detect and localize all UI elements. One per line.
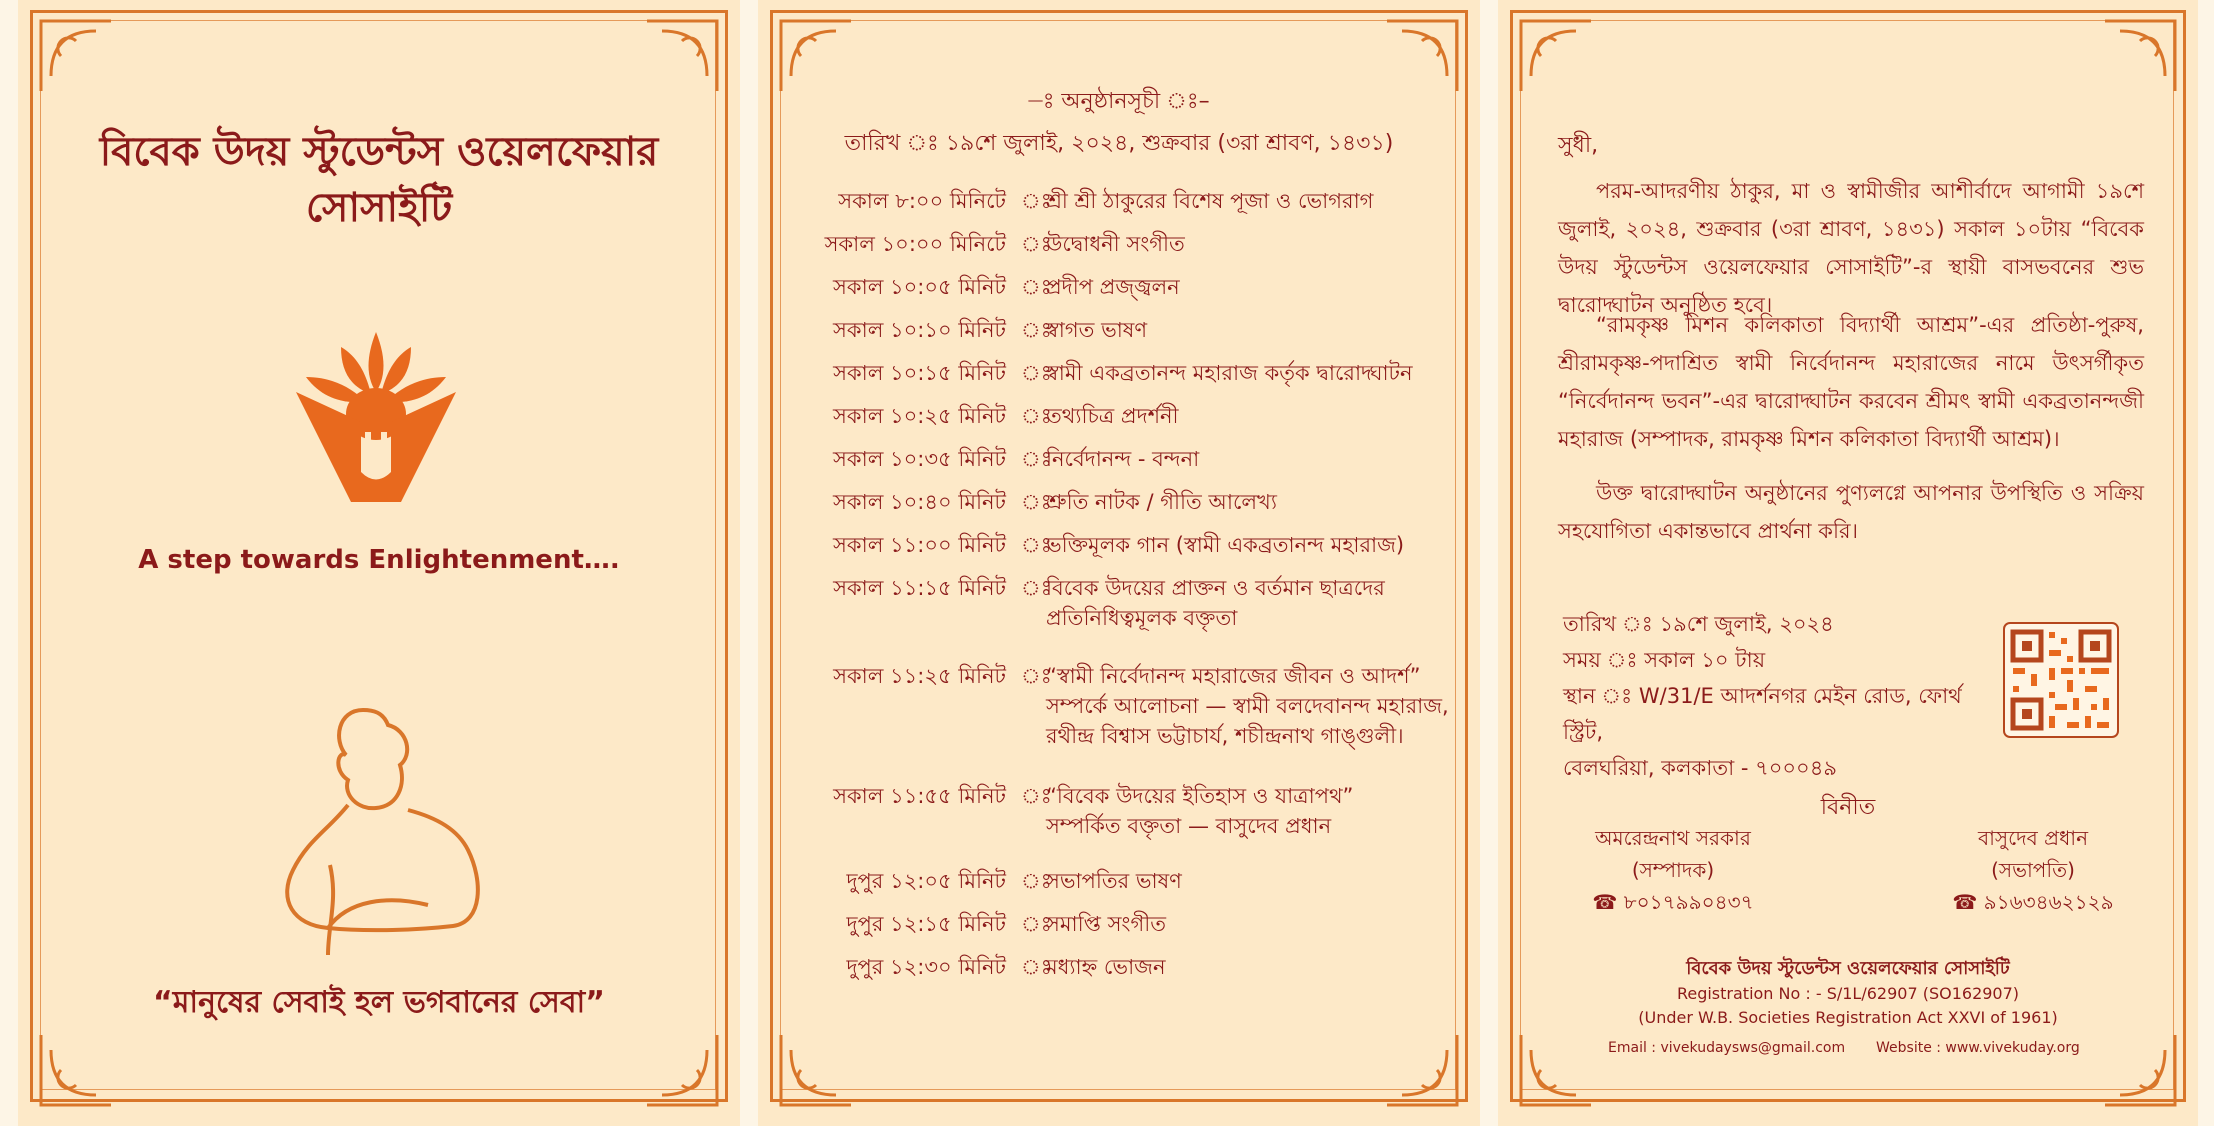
event-time: সময় ঃ সকাল ১০ টায় xyxy=(1563,648,1766,672)
society-title-line1: বিবেক উদয় স্টুডেন্টস ওয়েলফেয়ার xyxy=(99,129,659,175)
website-link[interactable]: Website : www.vivekuday.org xyxy=(1876,1040,2080,1056)
schedule-row: সকাল ১১:৫৫ মিনিট ঃ “বিবেক উদয়ের ইতিহাস ও যাত্রাপথ” সম্পর্কিত বক্তৃতা — বাসুদেব প্রধান xyxy=(833,784,1354,838)
invitation-paragraph-3: উক্ত দ্বারোদ্ঘাটন অনুষ্ঠানের পুণ্যলগ্নে আপনার উপস্থিতি ও সক্রিয় সহযোগিতা একান্তভাবে প্রার্থনা করি। xyxy=(1558,481,2144,543)
schedule-date: তারিখ ঃ ১৯শে জুলাই, ২০২৪, শুক্রবার (৩রা শ্রাবণ, ১৪৩১) xyxy=(844,131,1394,156)
footer-org-name: বিবেক উদয় স্টুডেন্টস ওয়েলফেয়ার সোসাইটি xyxy=(1686,958,2010,979)
schedule-row: সকাল ১১:২৫ মিনিট ঃ “স্বামী নির্বেদানন্দ মহারাজের জীবন ও আদর্শ” সম্পর্কে আলোচনা — স্বামী বলদেবানন্দ মহারাজ, রথীন্দ্র বিশ্বাস ভট্টাচার্য, শচীন্দ্রনাথ গাঙ্গুলী। xyxy=(833,664,1449,748)
phone-president: ☎ ৯১৬৩৪৬২১২৯ xyxy=(1952,890,2114,914)
signatory-secretary: অমরেন্দ্রনাথ সরকার (সম্পাদক) ☎ ৮০১৭৯৯০৪৩৭ xyxy=(1558,822,1788,918)
corner-ornament-icon xyxy=(2100,1030,2180,1110)
vinito-label: বিনীত xyxy=(1820,795,1876,820)
corner-ornament-icon xyxy=(776,1030,856,1110)
signatory-president: বাসুদেব প্রধান (সভাপতি) ☎ ৯১৬৩৪৬২১২৯ xyxy=(1918,822,2148,918)
invitation-paragraph-2: “রামকৃষ্ণ মিশন কলিকাতা বিদ্যার্থী আশ্রম”-এর প্রতিষ্ঠা-পুরুষ, শ্রীরামকৃষ্ণ-পদাশ্রিত স্বামী নির্বেদানন্দ মহারাজের নামে উৎসর্গীকৃত “নির্বেদানন্দ ভবন”-এর দ্বারোদ্ঘাটন করবেন শ্রীমৎ স্বামী একব্রতানন্দজী মহারাজ (সম্পাদক, রামকৃষ্ণ মিশন কলিকাতা বিদ্যার্থী আশ্রম)। xyxy=(1558,313,2144,451)
schedule-row: সকাল ১১:১৫ মিনিট ঃ বিবেক উদয়ের প্রাক্তন ও বর্তমান ছাত্রদের প্রতিনিধিত্বমূলক বক্তৃতা xyxy=(833,576,1385,630)
event-place-line1: স্থান ঃ W/31/E আদর্শনগর মেইন রোড, ফোর্থ স্ট্রিট, xyxy=(1563,684,1962,744)
schedule-heading: –ঃ অনুষ্ঠানসূচী ঃ– xyxy=(1028,89,1210,114)
corner-ornament-icon xyxy=(1516,1030,1596,1110)
corner-ornament-icon xyxy=(1516,16,1596,96)
corner-ornament-icon xyxy=(1382,1030,1462,1110)
registration-act: (Under W.B. Societies Registration Act XXVI of 1961) xyxy=(1638,1008,2058,1027)
qr-code-icon xyxy=(2003,622,2119,738)
quote: “মানুষের সেবাই হল ভগবানের সেবা” xyxy=(153,985,605,1020)
invitation-panel xyxy=(1498,0,2198,1126)
email-link[interactable]: Email : vivekudaysws@gmail.com xyxy=(1608,1040,1846,1056)
cover-panel xyxy=(18,0,740,1126)
event-date: তারিখ ঃ ১৯শে জুলাই, ২০২৪ xyxy=(1563,612,1834,636)
invitation-paragraph-1: পরম-আদরণীয় ঠাকুর, মা ও স্বামীজীর আশীর্বাদে আগামী ১৯শে জুলাই, ২০২৪, শুক্রবার (৩রা শ্রাবণ, ১৪৩১) সকাল ১০টায় “বিবেক উদয় স্টুডেন্টস ওয়েলফেয়ার সোসাইটি”-র স্থায়ী বাসভবনের শুভ দ্বারোদ্ঘাটন অনুষ্ঠিত হবে। xyxy=(1558,179,2144,317)
society-title-line2: সোসাইটি xyxy=(305,185,453,231)
tagline: A step towards Enlightenment…. xyxy=(138,545,620,575)
event-info xyxy=(1563,606,2003,786)
phone-secretary: ☎ ৮০১৭৯৯০৪৩৭ xyxy=(1592,890,1754,914)
corner-ornament-icon xyxy=(36,16,116,96)
schedule-list: সকাল ৮:০০ মিনিটে ঃ শ্রী শ্রী ঠাকুরের বিশেষ পূজা ও ভোগরাগ সকাল ১০:০০ মিনিটে ঃ উদ্বোধনী সংগীত সকাল ১০:০৫ মিনিট ঃ প্রদীপ প্রজ্জ্বলন সকাল ১০:১০ মিনিট ঃ স্বাগত ভাষণ সকাল ১০:১৫ মিনিট ঃ স্বামী একব্রতানন্দ মহারাজ কর্তৃক দ্বারোদ্ঘাটন সকাল ১০:২৫ মিনিট ঃ তথ্যচিত্র প্রদর্শনী সকাল ১০:৩৫ মিনিট ঃ নির্বেদানন্দ - বন্দনা সকাল ১০:৪০ মিনিট ঃ শ্রুতি নাটক / গীতি আলেখ্য সকাল ১১:০০ মিনিট ঃ ভক্তিমূলক গান (স্বামী একব্রতানন্দ মহারাজ) সকাল ১১:১৫ মিনিট ঃ বিবেক উদয়ের প্রাক্তন ও বর্তমান ছাত্রদের প্রতিনিধিত্বমূলক বক্তৃতা সকাল ১১:২৫ মিনিট ঃ “স্বামী নির্বেদানন্দ মহারাজের জীবন ও আদর্শ” সম্পর্কে আলোচনা — স্বামী বলদেবানন্দ মহারাজ, রথীন্দ্র বিশ্বাস ভট্টাচার্য, শচীন্দ্রনাথ গাঙ্গুলী। সকাল ১১:৫৫ মিনিট ঃ “বিবেক উদয়ের ইতিহাস ও যাত্রাপথ” সম্পর্কিত বক্তৃতা — বাসুদেব প্রধান দুপুর ১২:০৫ মিনিট ঃ সভাপতির ভাষণ দুপুর ১২:১৫ মিনিট ঃ সমাপ্তি সংগীত দুপুর ১২:৩০ মিনিট ঃ মধ্যাহ্ন ভোজন xyxy=(806,186,1446,996)
swami-silhouette-icon xyxy=(268,700,498,960)
corner-ornament-icon xyxy=(642,16,722,96)
event-place-line2: বেলঘরিয়া, কলকাতা - ৭০০০৪৯ xyxy=(1563,756,1837,780)
schedule-panel xyxy=(758,0,1480,1126)
corner-ornament-icon xyxy=(2100,16,2180,96)
salutation: সুধী, xyxy=(1558,133,1599,158)
registration-number: Registration No : - S/1L/62907 (SO162907) xyxy=(1676,984,2020,1003)
corner-ornament-icon xyxy=(36,1030,116,1110)
corner-ornament-icon xyxy=(642,1030,722,1110)
society-logo-icon xyxy=(286,322,466,512)
